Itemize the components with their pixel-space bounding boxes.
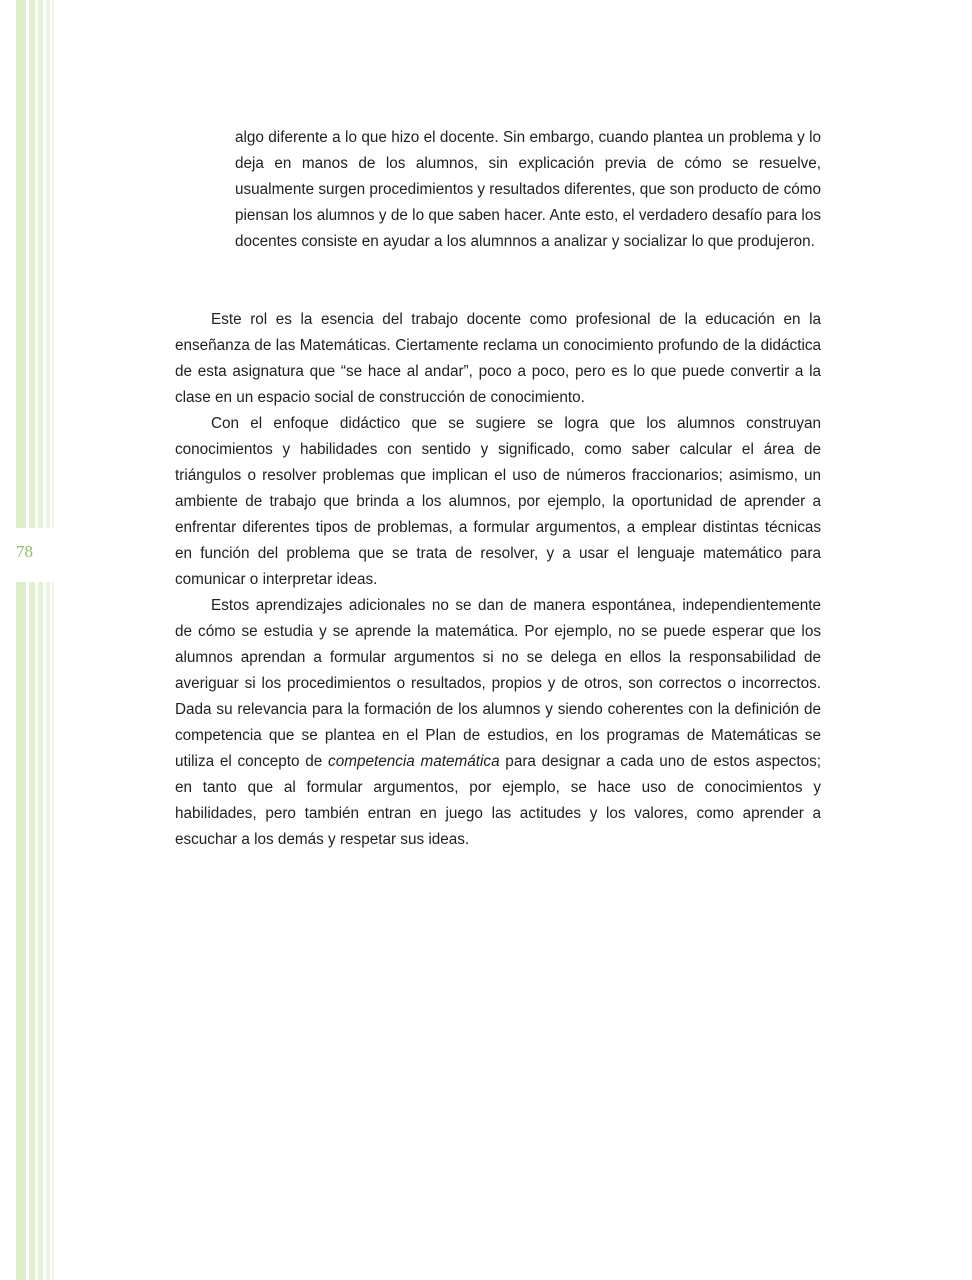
paragraph-2: Con el enfoque didáctico que se sugiere se logra que los alumnos construyan conocimientos y habilidades con sentido y significado, como saber calcular el área de triángulos o resolver problemas que implican el uso de números fraccionarios; asimismo, un ambiente de trabajo que brinda a los alumnos, por ejemplo, la oportunidad de aprender a enfrentar diferentes tipos de problemas, a formular argumentos, a emplear distintas técnicas en función del problema que se trata de resolver, y a usar el lenguaje matemático para comunicar o interpretar ideas. bbox=[175, 415, 821, 588]
paragraph-3-before: Estos aprendizajes adicionales no se dan de manera espontánea, independientemente de cómo se estudia y se aprende la matemática. Por ejemplo, no se puede esperar que los alumnos aprendan a formular argumentos si no se delega en ellos la responsabilidad de averiguar si los procedimientos o resultados, propios y de otros, son correctos o incorrectos. Dada su relevancia para la formación de los alumnos y siendo coherentes con la definición de competencia que se plantea en el Plan de estudios, en los programas de Matemáticas se utiliza el concepto de bbox=[175, 597, 821, 770]
emphasis-term: competencia matemática bbox=[328, 753, 500, 770]
margin-stripe bbox=[29, 0, 35, 1280]
paragraph-3-after: para designar a cada uno de estos aspectos; en tanto que al formular argumentos, por ejemplo, se hace uso de conocimientos y habilidades, pero también entran en juego las actitudes y los valores, como aprender a escuchar a los demás y respetar sus ideas. bbox=[175, 753, 821, 848]
page-number: 78 bbox=[16, 542, 33, 561]
margin-decoration bbox=[0, 0, 60, 1280]
paragraph-1: Este rol es la esencia del trabajo docente como profesional de la educación en la enseñanza de las Matemáticas. Ciertamente reclama un conocimiento profundo de la didáctica de esta asignatura que “se hace al andar”, poco a poco, pero es lo que puede convertir a la clase en un espacio social de construcción de conocimiento. bbox=[175, 311, 821, 406]
margin-stripe bbox=[46, 0, 50, 1280]
margin-stripe bbox=[16, 0, 26, 1280]
margin-stripe bbox=[38, 0, 43, 1280]
block-quote: algo diferente a lo que hizo el docente. Sin embargo, cuando plantea un problema y lo deja en manos de los alumnos, sin explicación previa de cómo se resuelve, usualmente surgen procedimientos y resultados diferentes, que son producto de cómo piensan los alumnos y de lo que saben hacer. Ante esto, el verdadero desafío para los docentes consiste en ayudar a los alumnnos a analizar y socializar lo que produjeron. bbox=[235, 129, 821, 250]
margin-stripe bbox=[52, 0, 54, 1280]
body-text bbox=[175, 307, 821, 853]
paragraph-3 bbox=[175, 593, 821, 853]
